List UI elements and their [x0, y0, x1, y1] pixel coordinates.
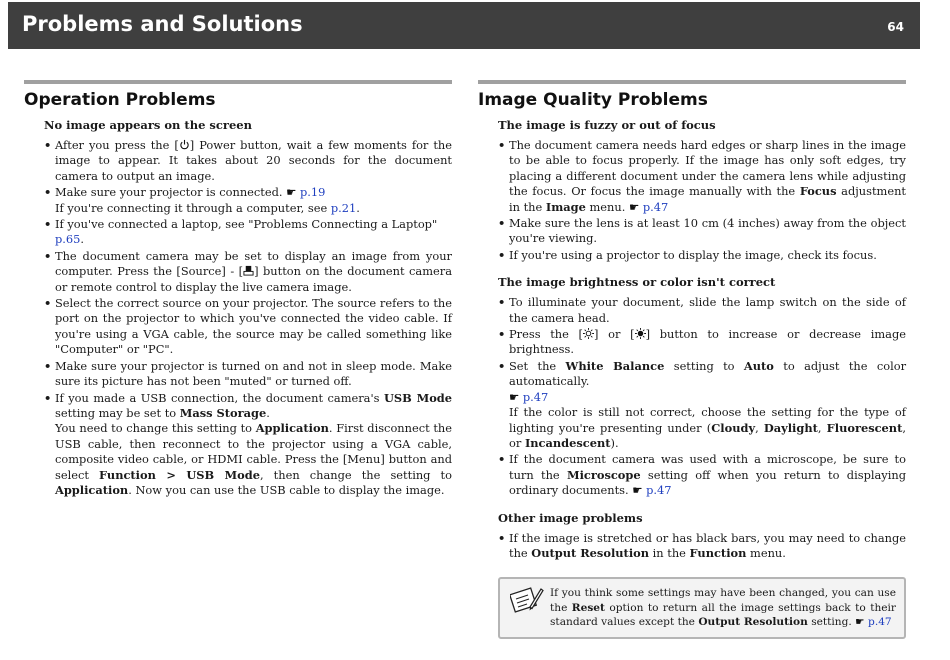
list-item: • The document camera may be set to display an image from your computer. Press the [Source] - [ ] button on the document camera or remote control to display the live camera image.	[44, 249, 452, 295]
subheading: The image brightness or color isn't correct	[498, 275, 776, 290]
pointing-hand-icon: ☛	[509, 389, 520, 404]
note-text: If you think some settings may have been changed, you can use the Reset option to return all the image settings back to their standard values except the Output Resolution setting. ☛ p.47	[550, 587, 896, 628]
bullet-list	[498, 295, 906, 498]
list-item: • Set the White Balance setting to Auto to adjust the color automatically. ☛ p.47 If the color is still not correct, choose the setting for the type of lighting you're presenting under (Cloudy, Daylight, Fluorescent, or Incandescent).	[498, 359, 906, 451]
page-link[interactable]: p.47	[646, 483, 672, 498]
list-item: • If the image is stretched or has black bars, you may need to change the Output Resolution in the Function menu.	[498, 531, 906, 562]
list-item: • Make sure your projector is connected. ☛ p.19 If you're connecting it through a computer, see p.21.	[44, 185, 452, 216]
section-rule	[478, 80, 906, 84]
list-item: • To illuminate your document, slide the lamp switch on the side of the camera head.	[498, 295, 906, 326]
brightness-up-icon	[583, 328, 594, 339]
camera-icon	[243, 265, 254, 276]
page-title: Problems and Solutions	[22, 12, 303, 36]
section-rule	[24, 80, 452, 84]
list-item: • If you're using a projector to display the image, check its focus.	[498, 248, 906, 263]
page-link[interactable]: p.47	[868, 615, 892, 628]
list-item: • Select the correct source on your projector. The source refers to the port on the projector to which you've connected the video cable. If you're using a VGA cable, the source may be called something like "Computer" or "PC".	[44, 296, 452, 358]
list-item: • If you've connected a laptop, see "Problems Connecting a Laptop" p.65.	[44, 217, 452, 248]
pointing-hand-icon: ☛	[855, 615, 865, 628]
list-item: • If you made a USB connection, the document camera's USB Mode setting may be set to Mass Storage. You need to change this setting to Application. First disconnect the USB cable, then reconnect to the projector using a VGA cable, composite video cable, or HDMI cable. Press the [Menu] button and select Function > USB Mode, then change the setting to Application. Now you can use the USB cable to display the image.	[44, 391, 452, 499]
page-link[interactable]: p.21	[330, 200, 357, 215]
page-link[interactable]: p.19	[300, 185, 326, 200]
page-number: 64	[887, 20, 904, 34]
list-item: • The document camera needs hard edges or sharp lines in the image to be able to focus properly. If the image has only soft edges, try placing a different document under the camera lens while adjusting the focus. Or focus the image manually with the Focus adjustment in the Image menu. ☛ p.47	[498, 138, 906, 215]
page-header	[8, 2, 920, 49]
operation-problems-section	[24, 80, 452, 499]
pointing-hand-icon: ☛	[628, 199, 640, 214]
subheading: No image appears on the screen	[44, 118, 252, 132]
image-quality-problems-section	[478, 80, 906, 639]
note-box	[498, 577, 906, 639]
section-title: Image Quality Problems	[478, 90, 708, 110]
list-item: • Make sure the lens is at least 10 cm (4 inches) away from the object you're viewing.	[498, 216, 906, 247]
pointing-hand-icon: ☛	[632, 483, 643, 498]
list-item: • After you press the [ ] Power button, wait a few moments for the image to appear. It takes about 20 seconds for the document camera to output an image.	[44, 138, 452, 184]
power-icon	[179, 139, 190, 150]
note-pencil-icon	[510, 585, 544, 613]
page-link[interactable]: p.47	[522, 389, 549, 404]
subheading: Other image problems	[498, 510, 643, 525]
page-link[interactable]: p.47	[642, 199, 669, 214]
subheading: The image is fuzzy or out of focus	[498, 118, 716, 132]
bullet-list	[498, 531, 906, 562]
bullet-list	[498, 138, 906, 263]
pointing-hand-icon: ☛	[286, 185, 297, 200]
list-item: • If the document camera was used with a microscope, be sure to turn the Microscope setting off when you return to displaying ordinary documents. ☛ p.47	[498, 452, 906, 498]
list-item: • Make sure your projector is turned on and not in sleep mode. Make sure its picture has not been "muted" or turned off.	[44, 359, 452, 390]
page-link[interactable]: p.65	[55, 232, 81, 247]
brightness-down-icon	[635, 328, 646, 339]
bullet-list	[44, 138, 452, 498]
list-item: • Press the [ ] or [ ] button to increase or decrease image brightness.	[498, 327, 906, 358]
section-title: Operation Problems	[24, 90, 216, 110]
